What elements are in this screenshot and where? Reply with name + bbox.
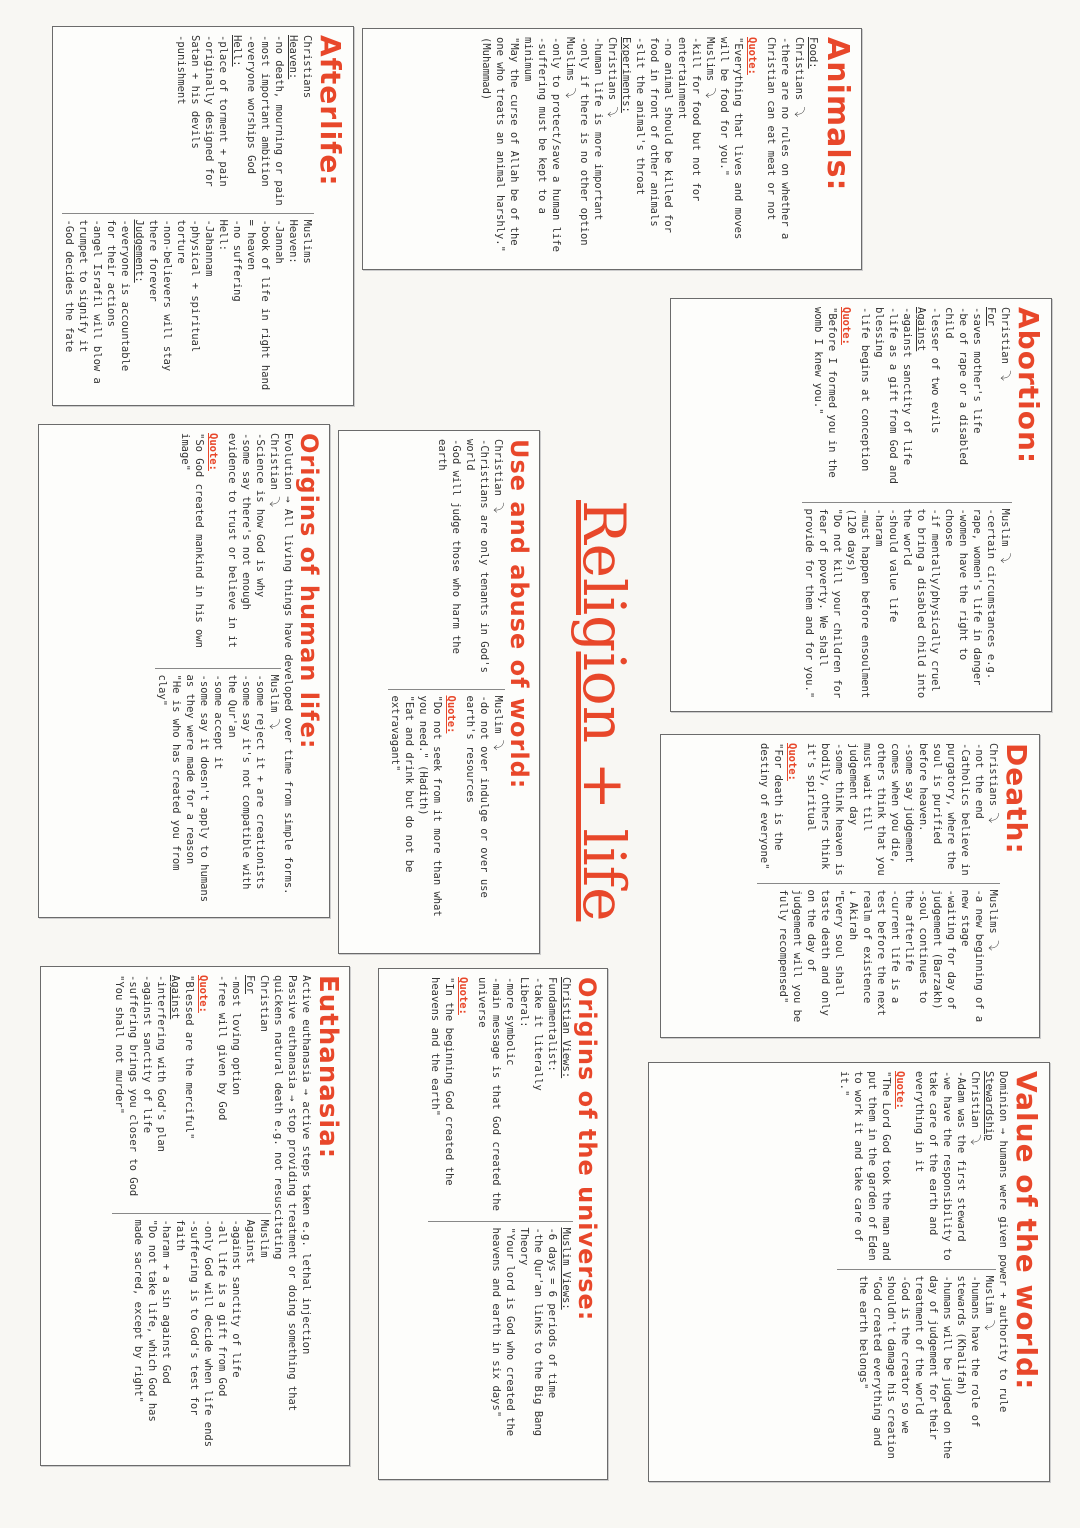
origins-human-card [38, 424, 330, 918]
animals-food-head: Food: [807, 37, 819, 69]
use-abuse-quote: "Do not seek from it more than what you need." (Hadith) "Eat and drink but do not be extravagant" [389, 695, 443, 917]
death-title: Death: [1000, 743, 1033, 855]
euthanasia-muslim-quote: "Do not take life, which God has made sacred, except by right" [132, 1219, 158, 1422]
afterlife-hell-head: Hell: [231, 35, 243, 67]
euthanasia-muslim-head: Muslim [258, 1219, 270, 1258]
value-world-stewardship-head: Stewardship [983, 1071, 995, 1141]
afterlife-hell: -place of torment + pain -originally designed for Satan + his devils -punishment [175, 35, 229, 187]
abortion-card [670, 298, 1052, 712]
animals-christians: Christians ⤵ -there are no rules on whether a Christian can eat meat or not [765, 37, 805, 240]
euthanasia-for-head: For [244, 975, 256, 994]
origins-universe-title: Origins of the universe: [573, 977, 601, 1322]
animals-quote2: "May the curse of Allah be of the one who treats an animal harshly." (Muhammad) [480, 37, 520, 252]
origins-human-christian-quote: "So God created mankind in his own image" [179, 433, 205, 648]
main-title-block [548, 500, 638, 920]
value-world-card [648, 1062, 1050, 1482]
value-world-christian-quote: "The Lord God took the man and put them in the garden of Eden to work it and take care of it." [838, 1071, 892, 1261]
afterlife-heaven-head: Heaven: [287, 35, 299, 80]
death-christians: Christians ⤵ -not the end -Catholics believe in purgatory, where the soul is purified before heaven. -some say judgement comes when you die, others think that you must wait till judgement day -some think heaven is bodily, others think it's spiritual [805, 743, 999, 876]
abortion-christian-head: Christian ⤵ [999, 307, 1011, 381]
abortion-against-head: Against [915, 307, 927, 352]
animals-exp-christians: Christians ⤵ -human life is more important -only if there is no other option [578, 37, 618, 246]
origins-human-title: Origins of human life: [295, 433, 323, 750]
animals-muslims: Muslims ⤵ -kill for food but not for entertainment -no animal should be killed for food in front of other animals -slit the animal's throat [634, 37, 716, 233]
value-world-muslim-quote: "God created everything and the earth belongs" [857, 1275, 883, 1447]
origins-universe-liberal: Liberal: -more symbolic -main message is that God created the universe [476, 977, 530, 1211]
origins-universe-fundamentalist: Fundamentalist: -take it literally [532, 977, 558, 1091]
euthanasia-active: Active euthanasia → active steps taken e.g. lethal injection [300, 975, 312, 1355]
euthanasia-christian-head: Christian [258, 975, 270, 1032]
death-christian-quote: "For death is the destiny of everyone" [758, 743, 784, 870]
use-abuse-card [338, 430, 540, 954]
origins-human-evolution: Evolution → All living things have developed over time from simple forms. [282, 433, 294, 895]
abortion-quote-label: Quote: [840, 307, 852, 345]
animals-card [362, 28, 862, 270]
origins-universe-card [378, 968, 608, 1480]
abortion-christian-for: -saves mother's life -be of rape or a disabled child -lesser of two evils [929, 307, 983, 466]
origins-human-quote-label: Quote: [207, 433, 219, 471]
value-world-dominion: Dominion → humans were given power + authority to rule [997, 1071, 1009, 1413]
animals-title: Animals: [820, 37, 855, 192]
euthanasia-for-quote: "Blessed are the merciful" [183, 975, 195, 1140]
origins-human-muslim-quote: "He is who has created you from clay" [156, 674, 182, 871]
animals-experiment-head: Experiments: [620, 37, 632, 113]
death-muslims: Muslims ⤵ -a new beginning of a new stage -waiting for day of judgement (Barzakh) -soul continues to the afterlife -current life is a test before the next realm of existence ↓ Akirah [847, 889, 999, 1023]
euthanasia-christian-for: -most loving option -free will given by God [216, 975, 242, 1121]
abortion-for-head: For [985, 307, 997, 326]
afterlife-christians-head: Christians [301, 35, 313, 99]
use-abuse-muslim: Muslim ⤵ -do not over indulge or over use earth's resources [464, 695, 504, 898]
death-muslim-quote: "Every soul shall taste death and only on the day of judgement will you be fully recompensed" [777, 889, 845, 1023]
animals-exp-muslims: Muslims ⤵ -only to protect/save a human life -suffering must be kept to a minimum [522, 37, 576, 252]
abortion-muslim-quote: "Do not kill your children for fear of poverty. We shall provide for them and for you." [803, 508, 843, 699]
use-abuse-quote-label: Quote: [445, 695, 457, 734]
afterlife-christians: -no death, mourning or pain -most important ambition -everyone worships God [245, 35, 285, 206]
origins-human-christian: Christian ⤵ -Science is how God is why -some say there's not enough evidence to trust or believe in it [226, 433, 280, 648]
value-world-christian: Christian ⤵ -Adam was the first steward -we have the responsibility to take care of the earth and everything in it [913, 1071, 981, 1261]
use-abuse-title: Use and abuse of world: [505, 439, 533, 790]
origins-universe-muslim-head: Muslim Views: [560, 1227, 572, 1310]
afterlife-m-heaven: Heaven: -Jannah -book of life in right hand = heaven -no suffering [231, 219, 299, 391]
use-abuse-christian: Christian ⤵ -Christians are only tenants in God's world -God will judge those who harm the earth [436, 439, 504, 673]
value-world-quote-label: Quote: [894, 1071, 906, 1109]
abortion-muslim-against: -should value life -haram -must happen before ensoulment (120 days) [845, 508, 899, 699]
abortion-christian-quote: "Before I formed you in the womb I knew you." [812, 307, 838, 478]
abortion-muslim-for: -certain circumstances e.g. rape, women's life in danger -women have the right to choose -if mentally/physically cruel to bring a disabled child into the world [901, 508, 997, 699]
afterlife-card [52, 26, 354, 406]
origins-universe-christian-head: Christian Views: [560, 977, 572, 1079]
euthanasia-quote-label: Quote: [197, 975, 209, 1013]
abortion-christian-against: -against sanctity of life -life as a gift from God and blessing -life begins at conception [859, 307, 913, 485]
origins-universe-muslim-quote: "Your lord is God who created the heavens and earth in six days" [490, 1227, 516, 1437]
euthanasia-card [40, 966, 350, 1466]
euthanasia-christian-against: -interfering with God's plan -against sanctity of life -suffering brings you closer to God [127, 975, 167, 1197]
euthanasia-passive: Passive euthanasia → stop providing treatment or doing something that quickens natural death e.g. not resuscitating [272, 975, 298, 1412]
afterlife-title: Afterlife: [314, 35, 347, 187]
afterlife-m-hell: Hell: -Jahannam -physical + spiritual torture -non-believers will stay there forever [147, 219, 229, 372]
afterlife-muslims-head: Muslims [301, 219, 313, 264]
death-card [660, 734, 1040, 1038]
value-world-muslim: Muslim ⤵ -humans have the role of stewards (Khalifah) -humans will be judged on the day of judgement for their treatment of the world -God is the creator so we shouldn't damage his creation [885, 1275, 995, 1459]
afterlife-judgement-head: Judgement: [133, 219, 145, 283]
origins-universe-quote-label: Quote: [457, 977, 469, 1015]
value-world-title: Value of the world: [1010, 1071, 1043, 1391]
abortion-title: Abortion: [1012, 307, 1045, 465]
origins-universe-muslim: -6 days = 6 periods of time -the Qur'an links to the Big Bang Theory [518, 1227, 558, 1437]
death-quote-label: Quote: [786, 743, 798, 781]
euthanasia-against-head: Against [169, 975, 181, 1020]
euthanasia-title: Euthanasia: [313, 975, 343, 1160]
euthanasia-muslim-against: Against -against sanctity of life -all life is a gift from God -only God will decide when life ends -suffering is to God's test for faith -haram + a sin against God [160, 1219, 256, 1448]
origins-universe-christian-quote: "In the beginning God created the heavens and the earth" [429, 977, 455, 1186]
euthanasia-against-quote: "You shall not murder" [113, 975, 125, 1115]
animals-quote-label: Quote: [746, 37, 758, 75]
main-title: Religion + life [570, 500, 638, 922]
afterlife-judgement: -everyone is accountable for their actions -angel Israfil will blow a trumpet to signify it -God decides the fate [63, 219, 131, 384]
origins-human-muslim: Muslim ⤵ -some reject it + are creationists -some say it's not compatible with the Qur'an -some accept it -some say it doesn't apply to humans as they were made for a reason [184, 674, 280, 903]
animals-quote: "Everything that lives and moves will be food for you." [718, 37, 744, 240]
abortion-muslim-head: Muslim ⤵ [999, 508, 1011, 564]
